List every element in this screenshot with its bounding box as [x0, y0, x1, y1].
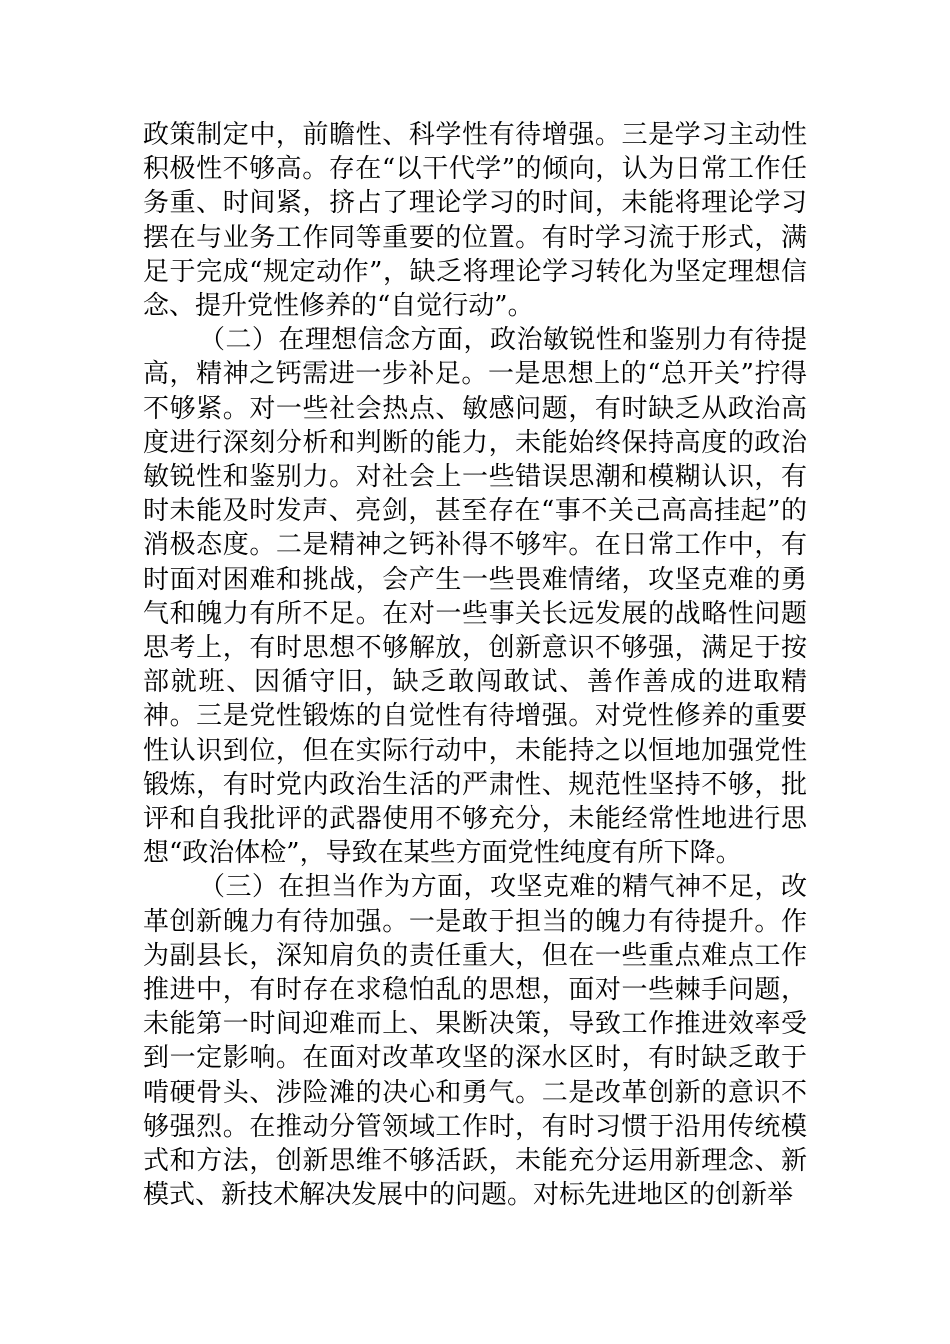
document-body	[143, 118, 807, 1213]
paragraph-section-3: （三）在担当作为方面，攻坚克难的精气神不足，改革创新魄力有待加强。一是敢于担当的魄力有待提升。作为副县长，深知肩负的责任重大，但在一些重点难点工作推进中，有时存在求稳怕乱的思想，面对一些棘手问题，未能第一时间迎难而上、果断决策，导致工作推进效率受到一定影响。在面对改革攻坚的深水区时，有时缺乏敢于啃硬骨头、涉险滩的决心和勇气。二是改革创新的意识不够强烈。在推动分管领域工作时，有时习惯于沿用传统模式和方法，创新思维不够活跃，未能充分运用新理念、新模式、新技术解决发展中的问题。对标先进地区的创新举	[143, 872, 807, 1211]
paragraph-section-2: （二）在理想信念方面，政治敏锐性和鉴别力有待提高，精神之钙需进一步补足。一是思想上的“总开关”拧得不够紧。对一些社会热点、敏感问题，有时缺乏从政治高度进行深刻分析和判断的能力，未能始终保持高度的政治敏锐性和鉴别力。对社会上一些错误思潮和模糊认识，有时未能及时发声、亮剑，甚至存在“事不关己高高挂起”的消极态度。二是精神之钙补得不够牢。在日常工作中，有时面对困难和挑战，会产生一些畏难情绪，攻坚克难的勇气和魄力有所不足。在对一些事关长远发展的战略性问题思考上，有时思想不够解放，创新意识不够强，满足于按部就班、因循守旧，缺乏敢闯敢试、善作善成的进取精神。三是党性锻炼的自觉性有待增强。对党性修养的重要性认识到位，但在实际行动中，未能持之以恒地加强党性锻炼，有时党内政治生活的严肃性、规范性坚持不够，批评和自我批评的武器使用不够充分，未能经常性地进行思想“政治体检”，导致在某些方面党性纯度有所下降。	[143, 325, 807, 869]
paragraph-continued: 政策制定中，前瞻性、科学性有待增强。三是学习主动性积极性不够高。存在“以干代学”的倾向，认为日常工作任务重、时间紧，挤占了理论学习的时间，未能将理论学习摆在与业务工作同等重要的位置。有时学习流于形式，满足于完成“规定动作”，缺乏将理论学习转化为坚定理想信念、提升党性修养的“自觉行动”。	[143, 120, 807, 322]
